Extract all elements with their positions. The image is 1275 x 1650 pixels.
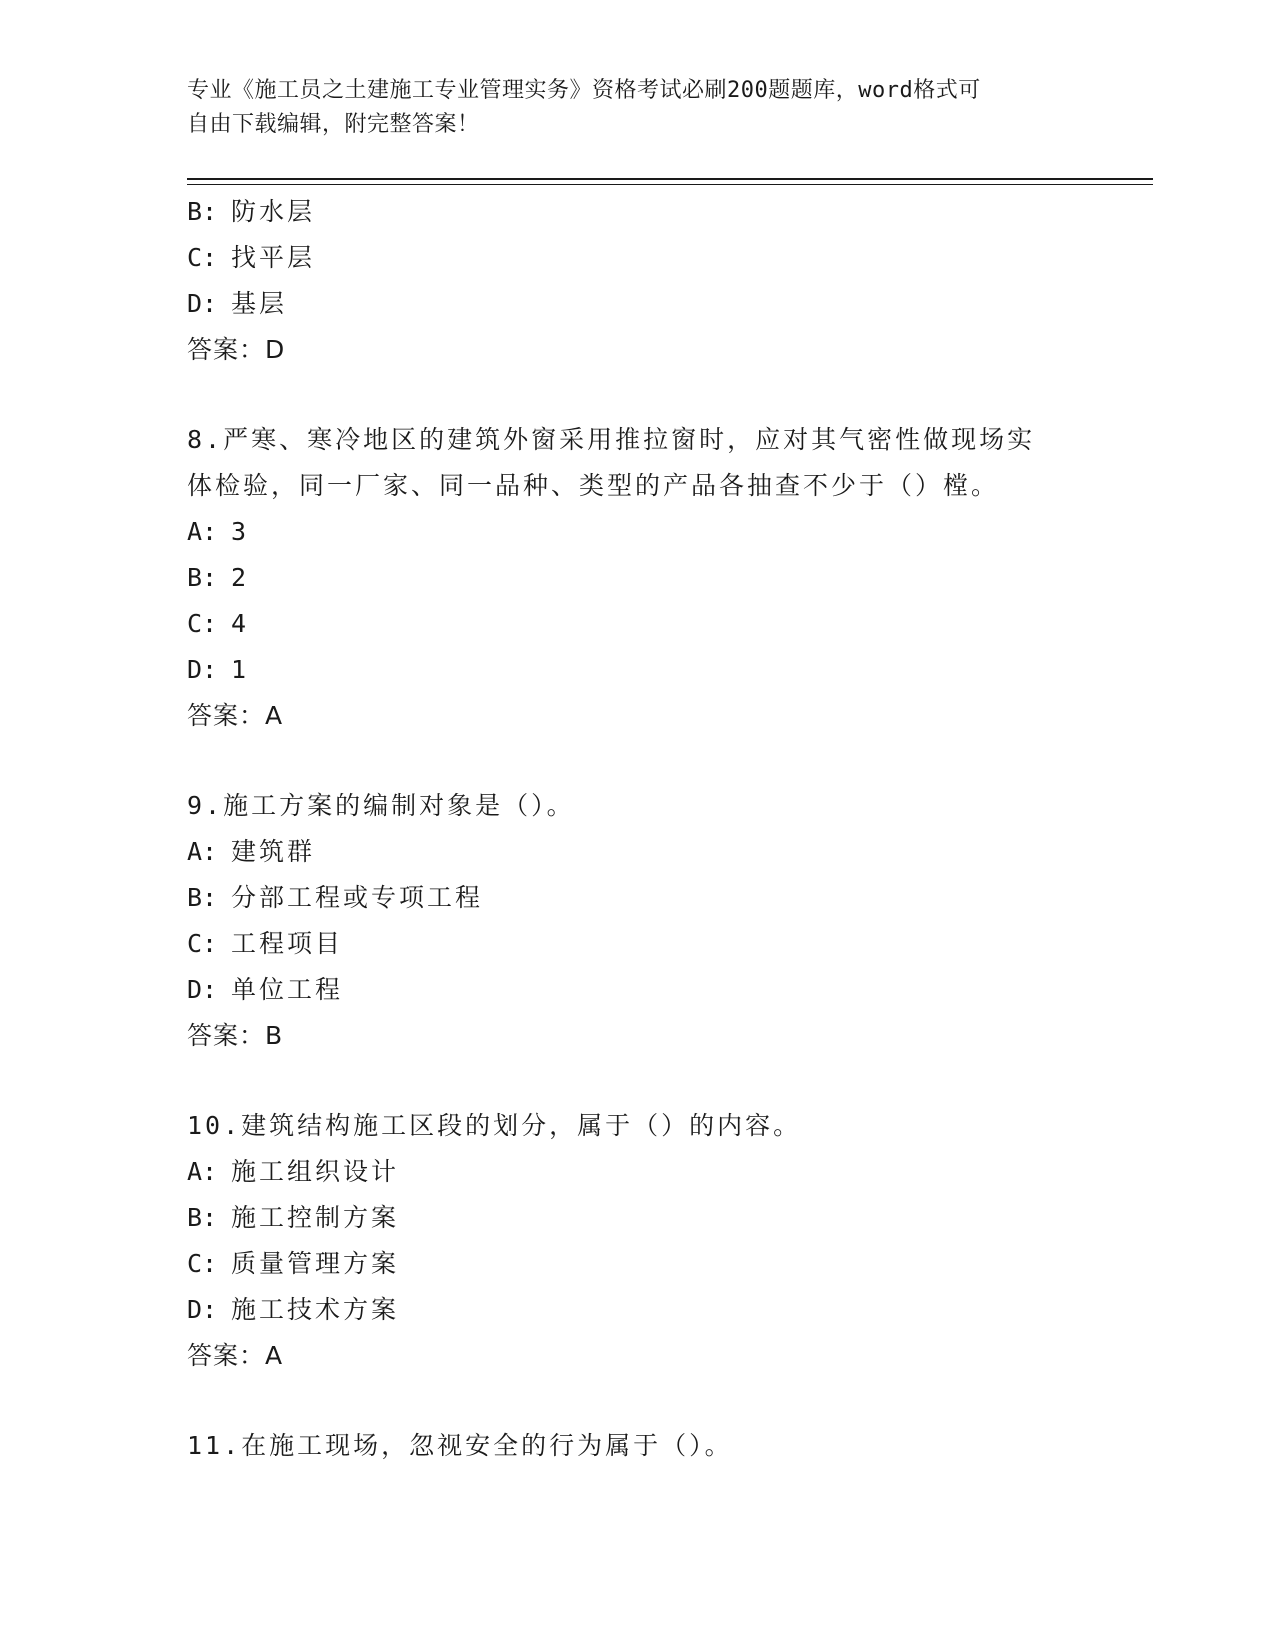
question-8 <box>187 417 1087 739</box>
option-text: 建筑群 <box>231 837 316 866</box>
option-b <box>187 189 1087 235</box>
option-c <box>187 1241 1087 1287</box>
option-b <box>187 555 1087 601</box>
spacer <box>187 1059 1087 1103</box>
question-11 <box>187 1423 1087 1469</box>
option-text: 4 <box>231 609 250 638</box>
option-text: 质量管理方案 <box>231 1249 400 1278</box>
option-key: B: <box>187 1203 218 1232</box>
question-10 <box>187 1103 1087 1379</box>
answer-line: 答案：A <box>187 701 284 730</box>
option-key: D: <box>187 1295 218 1324</box>
option-key: C: <box>187 1249 218 1278</box>
option-b <box>187 875 1087 921</box>
answer-line: 答案：D <box>187 335 286 364</box>
option-text: 防水层 <box>231 197 316 226</box>
option-text: 单位工程 <box>231 975 344 1004</box>
option-key: D: <box>187 975 218 1004</box>
option-key: A: <box>187 837 218 866</box>
option-d <box>187 647 1087 693</box>
option-text: 1 <box>231 655 250 684</box>
spacer <box>187 739 1087 783</box>
header-rule-thick <box>187 178 1153 180</box>
question-text-line-2: 体检验，同一厂家、同一品种、类型的产品各抽查不少于（）樘。 <box>187 471 1000 500</box>
question-text-line-1: 11.在施工现场，忽视安全的行为属于（）。 <box>187 1431 733 1460</box>
header-line-2: 自由下载编辑，附完整答案！ <box>187 112 480 137</box>
option-text: 2 <box>231 563 250 592</box>
question-7-tail <box>187 189 1087 373</box>
question-list <box>187 189 1087 1469</box>
option-key: A: <box>187 1157 218 1186</box>
option-c <box>187 921 1087 967</box>
question-text-line-1: 10.建筑结构施工区段的划分，属于（）的内容。 <box>187 1111 802 1140</box>
option-text: 施工技术方案 <box>231 1295 400 1324</box>
option-key: D: <box>187 289 218 318</box>
option-key: D: <box>187 655 218 684</box>
option-text: 施工组织设计 <box>231 1157 400 1186</box>
option-key: B: <box>187 563 218 592</box>
spacer <box>187 373 1087 417</box>
spacer <box>187 1379 1087 1423</box>
option-c <box>187 601 1087 647</box>
option-d <box>187 281 1087 327</box>
option-key: C: <box>187 929 218 958</box>
option-text: 工程项目 <box>231 929 344 958</box>
option-key: C: <box>187 609 218 638</box>
question-text-line-1: 8.严寒、寒冷地区的建筑外窗采用推拉窗时，应对其气密性做现场实 <box>187 425 1036 454</box>
option-key: B: <box>187 197 218 226</box>
option-c <box>187 235 1087 281</box>
option-text: 找平层 <box>231 243 316 272</box>
option-d <box>187 967 1087 1013</box>
answer-line: 答案：B <box>187 1021 284 1050</box>
option-a <box>187 509 1087 555</box>
option-text: 分部工程或专项工程 <box>231 883 484 912</box>
option-key: B: <box>187 883 218 912</box>
option-a <box>187 1149 1087 1195</box>
option-d <box>187 1287 1087 1333</box>
question-9 <box>187 783 1087 1059</box>
document-header <box>187 74 1067 142</box>
option-text: 基层 <box>231 289 288 318</box>
option-key: C: <box>187 243 218 272</box>
option-a <box>187 829 1087 875</box>
header-line-1: 专业《施工员之土建施工专业管理实务》资格考试必刷200题题库，word格式可 <box>187 78 981 103</box>
option-text: 3 <box>231 517 250 546</box>
header-rule-thin <box>187 184 1153 185</box>
option-text: 施工控制方案 <box>231 1203 400 1232</box>
option-b <box>187 1195 1087 1241</box>
option-key: A: <box>187 517 218 546</box>
question-text-line-1: 9.施工方案的编制对象是（）。 <box>187 791 575 820</box>
answer-line: 答案：A <box>187 1341 284 1370</box>
